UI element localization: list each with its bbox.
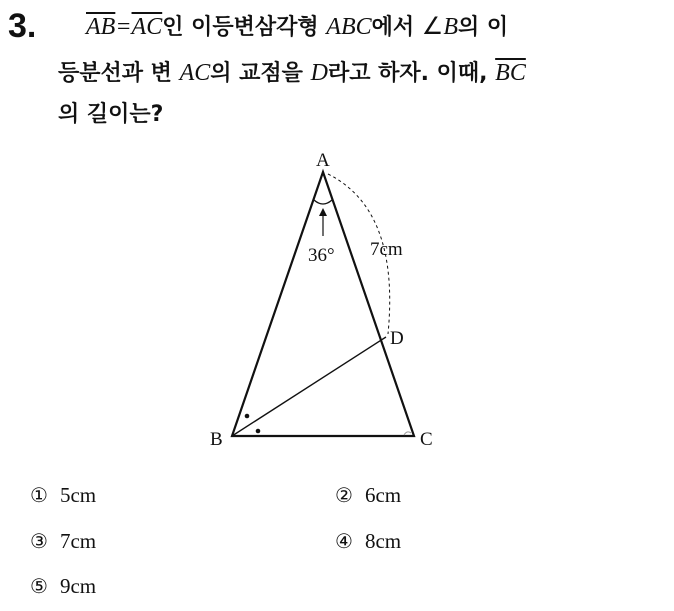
segment-ac: $\overline{AC}$ xyxy=(131,14,163,40)
question-text-line-1 xyxy=(86,12,508,43)
choice-3[interactable] xyxy=(30,528,96,554)
triangle-figure xyxy=(200,140,460,460)
angle-arc-a xyxy=(314,200,332,204)
vertex-c-label: C xyxy=(420,429,433,450)
choice-1[interactable] xyxy=(30,482,96,508)
angle-symbol: ∠ xyxy=(421,14,444,40)
segment-bc: $\overline{BC}$ xyxy=(495,60,526,86)
choice-1-value: 5cm xyxy=(59,483,97,507)
vertex-d-label: D xyxy=(390,328,404,349)
vertex-a-label: A xyxy=(316,150,330,171)
length-label: 7cm xyxy=(370,239,403,260)
question-text-2c: 라고 하자. 이때, xyxy=(327,61,496,86)
equals-sign: = xyxy=(115,14,132,40)
angle-mark-c xyxy=(404,432,411,435)
segment-ab: $\overline{AB}$ xyxy=(86,14,116,40)
question-text-1c: 의 이 xyxy=(457,15,509,40)
side-ac-inline: AC xyxy=(179,60,211,86)
choice-3-value: 7cm xyxy=(59,529,97,553)
triangle-abc: ABC xyxy=(326,14,372,40)
choice-4-value: 8cm xyxy=(364,529,402,553)
choice-2-value: 6cm xyxy=(364,483,402,507)
vertex-b-label: B xyxy=(210,429,223,450)
angle-arrow-head xyxy=(319,208,327,216)
bisector-mark-upper xyxy=(245,414,250,419)
question-text-line-2 xyxy=(58,58,526,89)
question-number: 3. xyxy=(8,7,37,45)
choice-2[interactable] xyxy=(335,482,401,508)
question-text-1a: 인 이등변삼각형 xyxy=(162,15,327,40)
triangle-diagram xyxy=(200,140,460,460)
question-text-2a: 등분선과 변 xyxy=(58,61,180,86)
choice-3-mark: ③ xyxy=(30,529,48,553)
bisector-mark-lower xyxy=(256,429,261,434)
choice-5[interactable] xyxy=(30,573,96,599)
choice-5-mark: ⑤ xyxy=(30,574,48,598)
angle-label: 36° xyxy=(308,245,335,266)
choice-1-mark: ① xyxy=(30,483,48,507)
choice-5-value: 9cm xyxy=(59,574,97,598)
angle-bisector-bd xyxy=(232,337,386,436)
choice-4-mark: ④ xyxy=(335,529,353,553)
question-text-1b: 에서 xyxy=(371,15,422,40)
point-d-inline: D xyxy=(310,60,328,86)
vertex-b-inline: B xyxy=(443,14,458,40)
question-text-line-3: 의 길이는? xyxy=(58,102,164,127)
choice-4[interactable] xyxy=(335,528,401,554)
question-text-2b: 의 교점을 xyxy=(210,61,311,86)
choice-2-mark: ② xyxy=(335,483,353,507)
